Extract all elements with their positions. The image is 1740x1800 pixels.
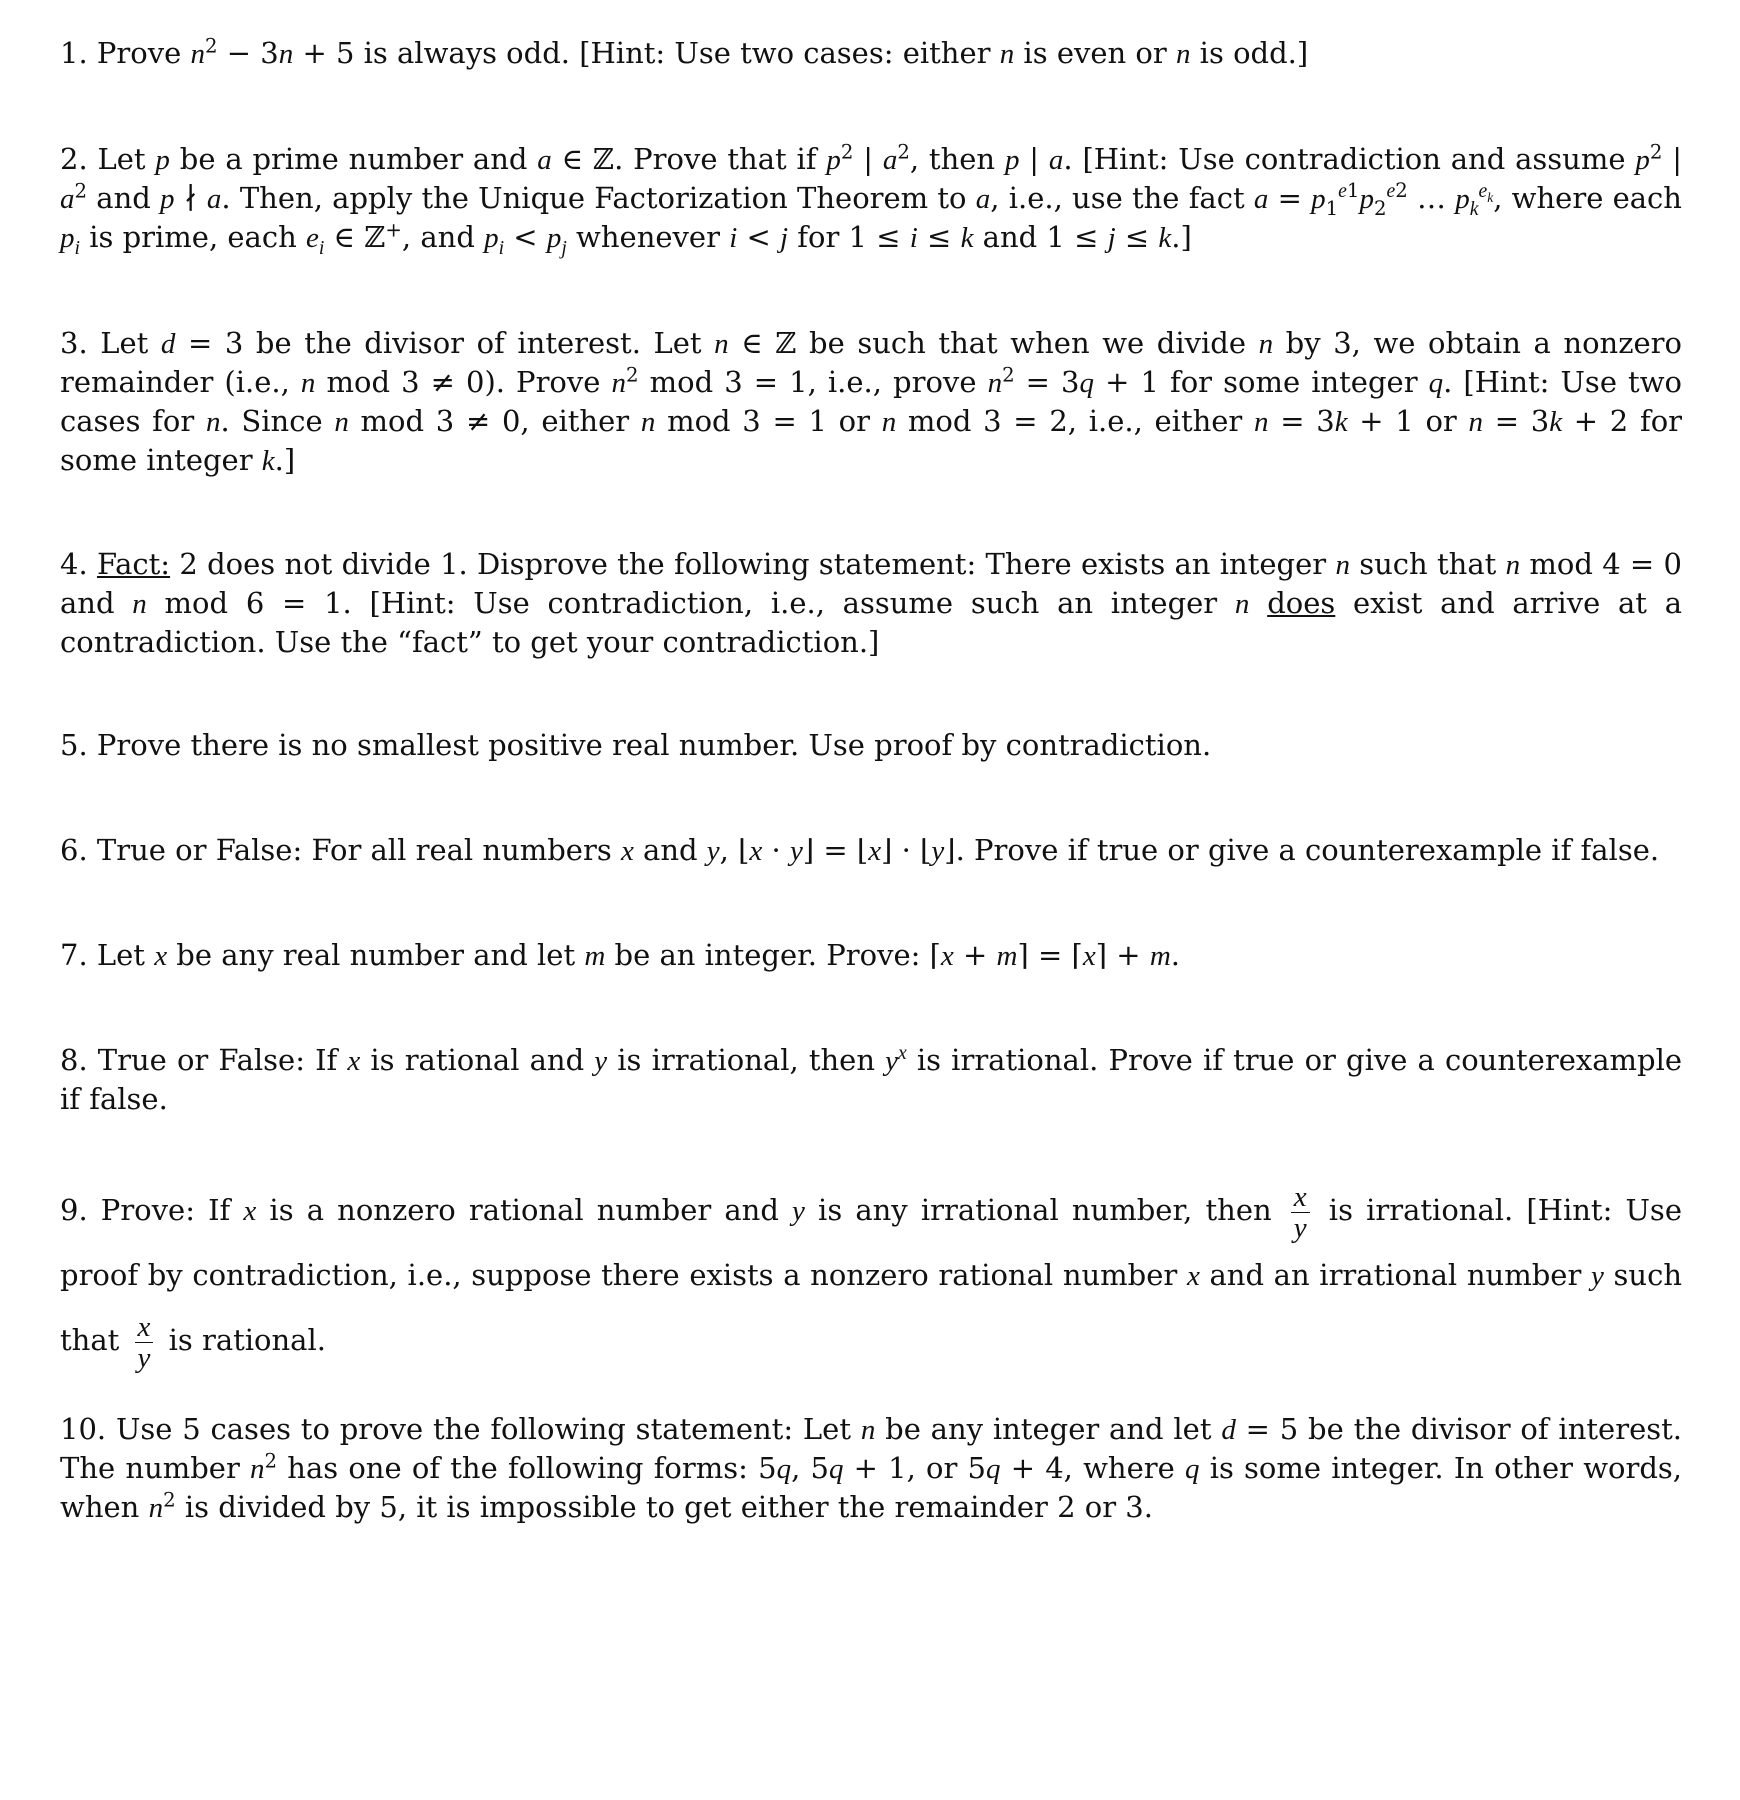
problem-number: 6. (60, 833, 88, 867)
problem-5 (60, 726, 1682, 764)
fraction-x-over-y: $\frac{x}{y}$ (1291, 1182, 1310, 1243)
problem-number: 2. (60, 142, 88, 176)
problem-1 (60, 34, 1682, 73)
problem-3 (60, 324, 1682, 480)
problem-number: 4. (60, 547, 88, 581)
problem-2 (60, 140, 1682, 257)
problem-4-text: 4. Fact: 2 does not divide 1. Disprove the following statement: There exists an integer n such that n mod 4 = 0 and n mod 6 = 1. [Hint: Use contradiction, i.e., assume such an integer n does exist and arrive at a contradiction. Use the “fact” to get your contradiction.] (60, 547, 1682, 659)
problem-3-text: 3. Let d = 3 be the divisor of interest. Let n ∈ ℤ be such that when we divide n by 3, we obtain a nonzero remainder (i.e., n mod 3 ≠ 0). Prove $n^2$ mod 3 = 1, i.e., prove $n^2 = 3q + 1$ for some integer q. [Hint: Use two cases for n. Since n mod 3 ≠ 0, either n mod 3 = 1 or n mod 3 = 2, i.e., either n = 3k + 1 or n = 3k + 2 for some integer k.] (60, 326, 1683, 477)
problem-number: 8. (60, 1043, 88, 1077)
fraction-x-over-y: $\frac{x}{y}$ (135, 1312, 154, 1373)
problem-7-text: 7. Let x be any real number and let m be an integer. Prove: ⌈x + m⌉ = ⌈x⌉ + m. (60, 938, 1180, 972)
problem-number: 9. (60, 1193, 88, 1227)
problem-9 (60, 1178, 1682, 1373)
problem-10 (60, 1410, 1682, 1527)
problem-9-text: 9. Prove: If x is a nonzero rational number and y is any irrational number, then $\frac{x}{y}$ is irrational. [Hint: Use proof by contradiction, i.e., suppose there exists a nonzero rational number x and an irrational number y such that $\frac{x}{y}$ is rational. (60, 1180, 1682, 1374)
problem-5-text: 5. Prove there is no smallest positive real number. Use proof by contradiction. (60, 728, 1212, 762)
problem-number: 5. (60, 728, 88, 762)
problem-2-text: 2. Let p be a prime number and a ∈ ℤ. Prove that if $p^2$ | $a^2$, then p | a. [Hint: Use contradiction and assume $p^2$ | $a^2$ and p ∤ a. Then, apply the Unique Factorization Theorem to a, i.e., use the fact $a = p_1^{e1}p_2^{e2}$ … $p_k^{e_k}$, where each $p_i$ is prime, each $e_i$ ∈ ℤ+, and $p_i < p_j$ whenever i < j for 1 ≤ i ≤ k and 1 ≤ j ≤ k.] (60, 140, 1682, 259)
problem-number: 7. (60, 938, 88, 972)
problem-6-text: 6. True or False: For all real numbers x and y, ⌊x · y⌋ = ⌊x⌋ · ⌊y⌋. Prove if true or give a counterexample if false. (60, 833, 1660, 867)
problem-6 (60, 831, 1682, 870)
problem-1-text: 1. Prove $n^2 - 3n + 5$ is always odd. [Hint: Use two cases: either n is even or n is odd.] (60, 34, 1309, 70)
problem-7 (60, 936, 1682, 975)
problem-number: 1. (60, 36, 88, 70)
problem-8-text: 8. True or False: If x is rational and y is irrational, then $y^x$ is irrational. Prove if true or give a counterexample if false. (60, 1042, 1683, 1116)
problem-number: 10. (60, 1412, 107, 1446)
problem-4 (60, 545, 1682, 661)
problem-10-text: 10. Use 5 cases to prove the following statement: Let n be any integer and let d = 5 be the divisor of interest. The number $n^2$ has one of the following forms: 5q, 5q + 1, or 5q + 4, where q is some integer. In other words, when $n^2$ is divided by 5, it is impossible to get either the remainder 2 or 3. (60, 1412, 1683, 1524)
problem-number: 3. (60, 326, 88, 360)
problem-8 (60, 1041, 1682, 1118)
